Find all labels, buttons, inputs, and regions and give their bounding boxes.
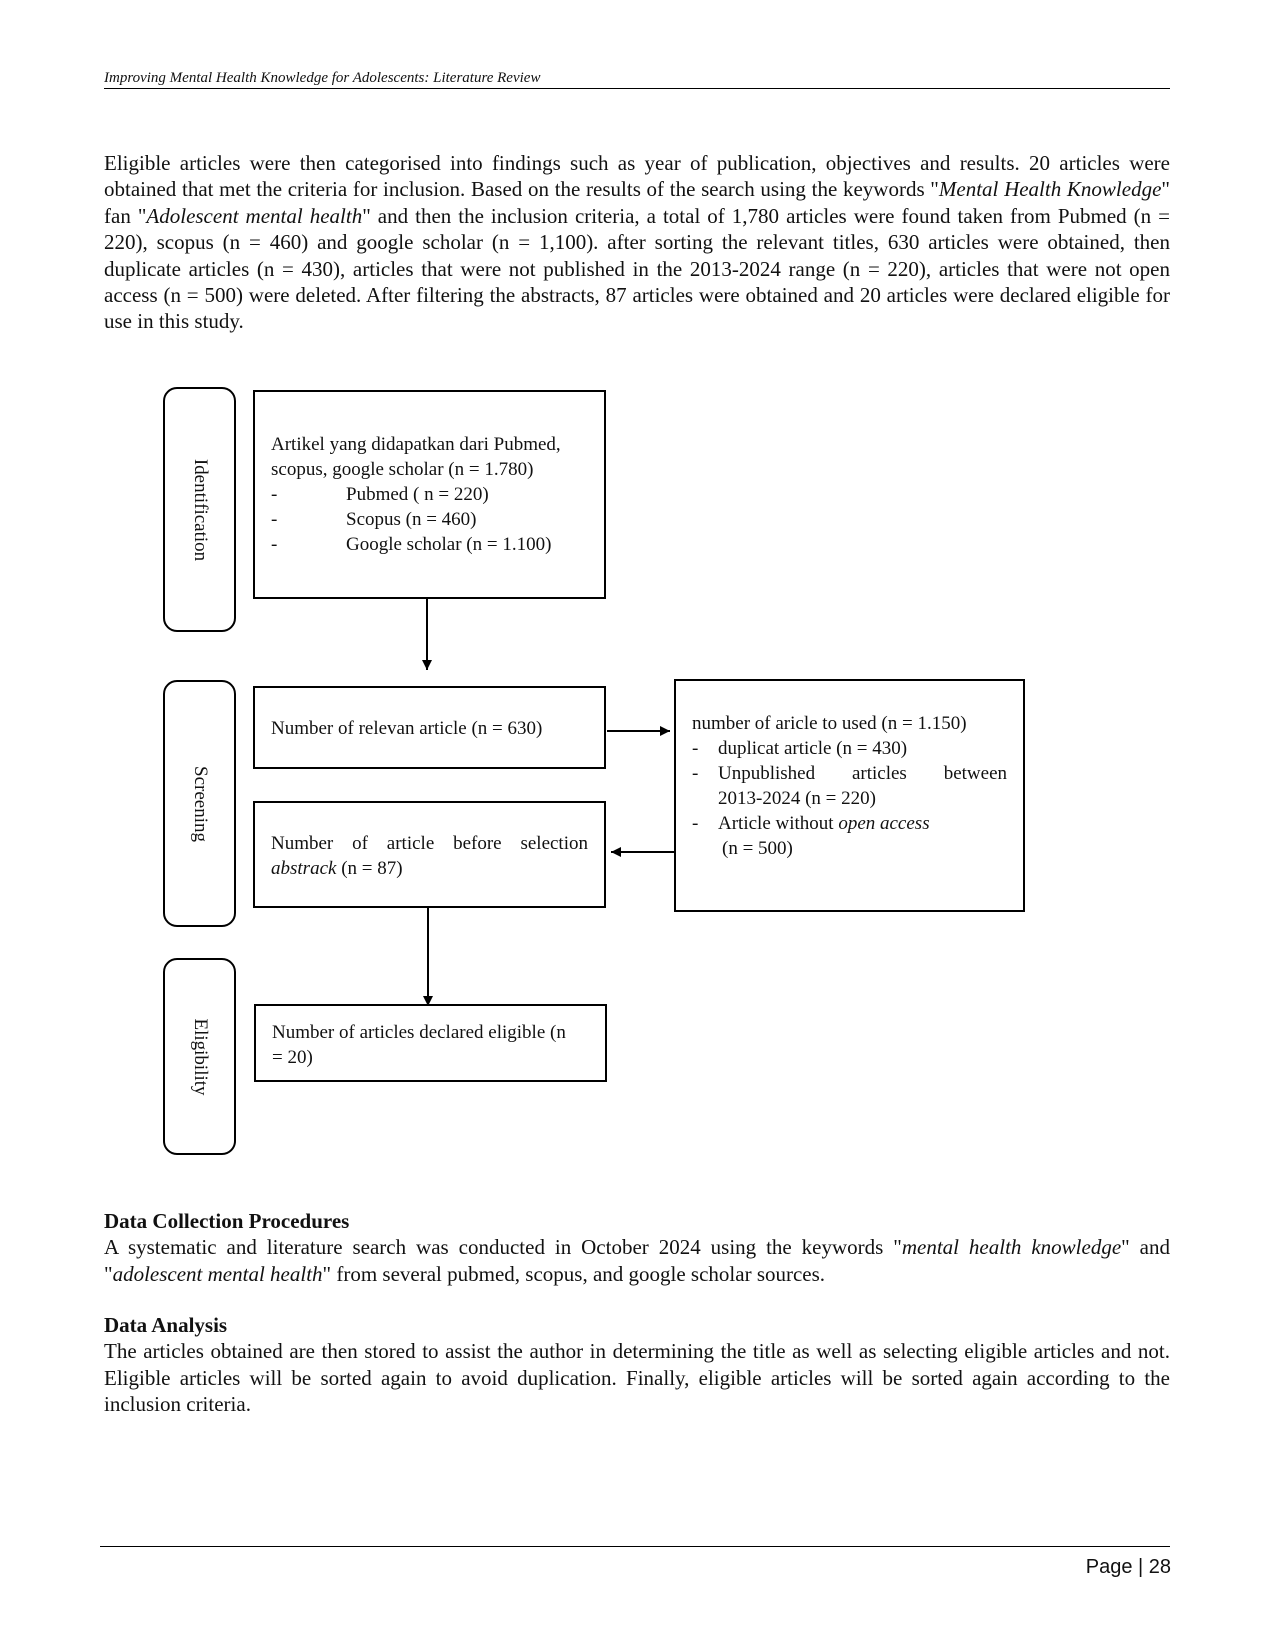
keyword: mental health knowledge [901,1235,1122,1260]
eligible-box: Number of articles declared eligible (n = 20) [254,1004,607,1082]
data-collection-section: Data Collection Procedures A systematic and literature search was conducted in October 2024 using the keywords "mental health knowledge" and "adolescent mental health" from several pubmed, scopus, and google scholar sources. [104,1209,1170,1286]
section-heading: Data Collection Procedures [104,1209,350,1233]
running-title: Improving Mental Health Knowledge for Adolescents: Literature Review [104,70,1170,89]
keyword: Mental Health Knowledge [938,177,1162,202]
relevant-box: Number of relevan article (n = 630) [253,686,606,769]
intro-paragraph: Eligible articles were then categorised into findings such as year of publication, objectives and results. 20 articles were obtained that met the criteria for inclusion. Based on the results of the search using the keywords "Mental Health Knowledge" fan "Adolescent mental health" and then the inclusion criteria, a total of 1,780 articles were found taken from Pubmed (n = 220), scopus (n = 460) and google scholar (n = 1,100). after sorting the relevant titles, 630 articles were obtained, then duplicate articles (n = 430), articles that were not published in the 2013-2024 range (n = 220), articles that were not open access (n = 500) were deleted. After filtering the abstracts, 87 articles were obtained and 20 articles were declared eligible for use in this study. [104,151,1171,334]
phase-identification: Identification [163,387,236,632]
section-heading: Data Analysis [104,1313,228,1337]
keyword: Adolescent mental health [146,203,363,228]
page-number: Page | 28 [1085,1556,1171,1578]
before-selection-box: Number of article before selection abstrack (n = 87) [253,801,606,908]
identified-box: Artikel yang didapatkan dari Pubmed, scopus, google scholar (n = 1.780) - Pubmed ( n = 220) - Scopus (n = 460) - Google scholar (n = 1.100) [253,390,606,599]
phase-eligibility: Eligibility [163,958,236,1155]
data-analysis-section: Data Analysis The articles obtained are then stored to assist the author in determining the title as well as selecting eligible articles and not. Eligible articles will be sorted again to avoid duplication. Finally, eligible articles will be sorted again according to the inclusion criteria. [104,1313,1170,1417]
footer-rule [100,1546,1170,1547]
keyword: adolescent mental health [112,1261,323,1286]
phase-screening: Screening [163,680,236,927]
excluded-box: number of aricle to used (n = 1.150) - duplicat article (n = 430) - Unpublished articles between 2013-2024 (n = 220) - Article without open access (n = 500) [674,679,1025,912]
